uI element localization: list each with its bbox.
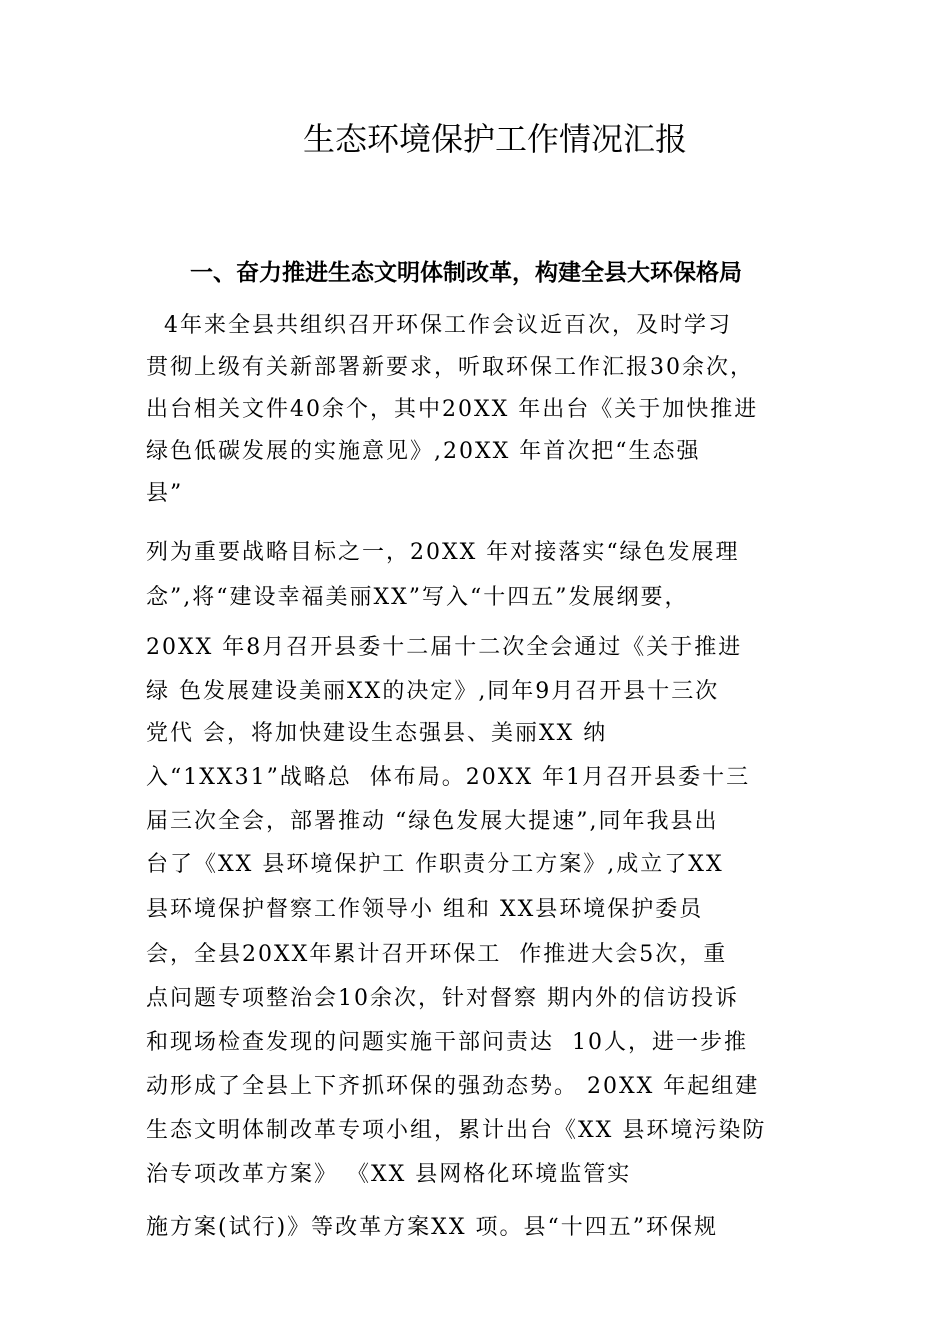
body-line: 4年来全县共组织召开环保工作会议近百次，及时学习 xyxy=(146,313,732,338)
body-line: 念”,将“建设幸福美丽XX”写入“十四五”发展纲要， xyxy=(146,585,689,610)
body-line: 台了《XX 县环境保护工 作职责分工方案》,成立了XX xyxy=(146,852,724,877)
body-line: 治专项改革方案》 《XX 县网格化环境监管实 xyxy=(146,1162,632,1187)
body-line: 绿 色发展建设美丽XX的决定》,同年9月召开县十三次 xyxy=(146,679,720,704)
body-line: 县” xyxy=(146,481,184,506)
section-heading: 一、奋力推进生态文明体制改革，构建全县大环保格局 xyxy=(190,260,742,286)
body-line: 县环境保护督察工作领导小 组和 XX县环境保护委员 xyxy=(146,897,704,922)
body-line: 会，全县20XX年累计召开环保工 作推进大会5次，重 xyxy=(146,942,728,967)
body-line: 施方案(试行)》等改革方案XX 项。县“十四五”环保规 xyxy=(146,1215,718,1240)
body-line: 点问题专项整治会10余次，针对督察 期内外的信访投诉 xyxy=(146,986,739,1011)
body-line: 列为重要战略目标之一，20XX 年对接落实“绿色发展理 xyxy=(146,540,740,565)
body-line: 入“1XX31”战略总 体布局。20XX 年1月召开县委十三 xyxy=(146,765,751,790)
body-line: 绿色低碳发展的实施意见》,20XX 年首次把“生态强 xyxy=(146,439,701,464)
body-line: 届三次全会，部署推动 “绿色发展大提速”,同年我县出 xyxy=(146,809,719,834)
body-line: 贯彻上级有关新部署新要求，听取环保工作汇报30余次， xyxy=(146,355,754,380)
body-line: 20XX 年8月召开县委十二届十二次全会通过《关于推进 xyxy=(146,635,743,660)
body-line: 生态文明体制改革专项小组，累计出台《XX 县环境污染防 xyxy=(146,1118,767,1143)
body-line: 党代 会，将加快建设生态强县、美丽XX 纳 xyxy=(146,721,608,746)
body-line: 和现场检查发现的问题实施干部问责达 10人，进一步推 xyxy=(146,1030,748,1055)
document-title: 生态环境保护工作情况汇报 xyxy=(302,120,687,158)
body-line: 出台相关文件40余个，其中20XX 年出台《关于加快推进 xyxy=(146,397,759,422)
body-line: 动形成了全县上下齐抓环保的强劲态势。 20XX 年起组建 xyxy=(146,1074,760,1099)
